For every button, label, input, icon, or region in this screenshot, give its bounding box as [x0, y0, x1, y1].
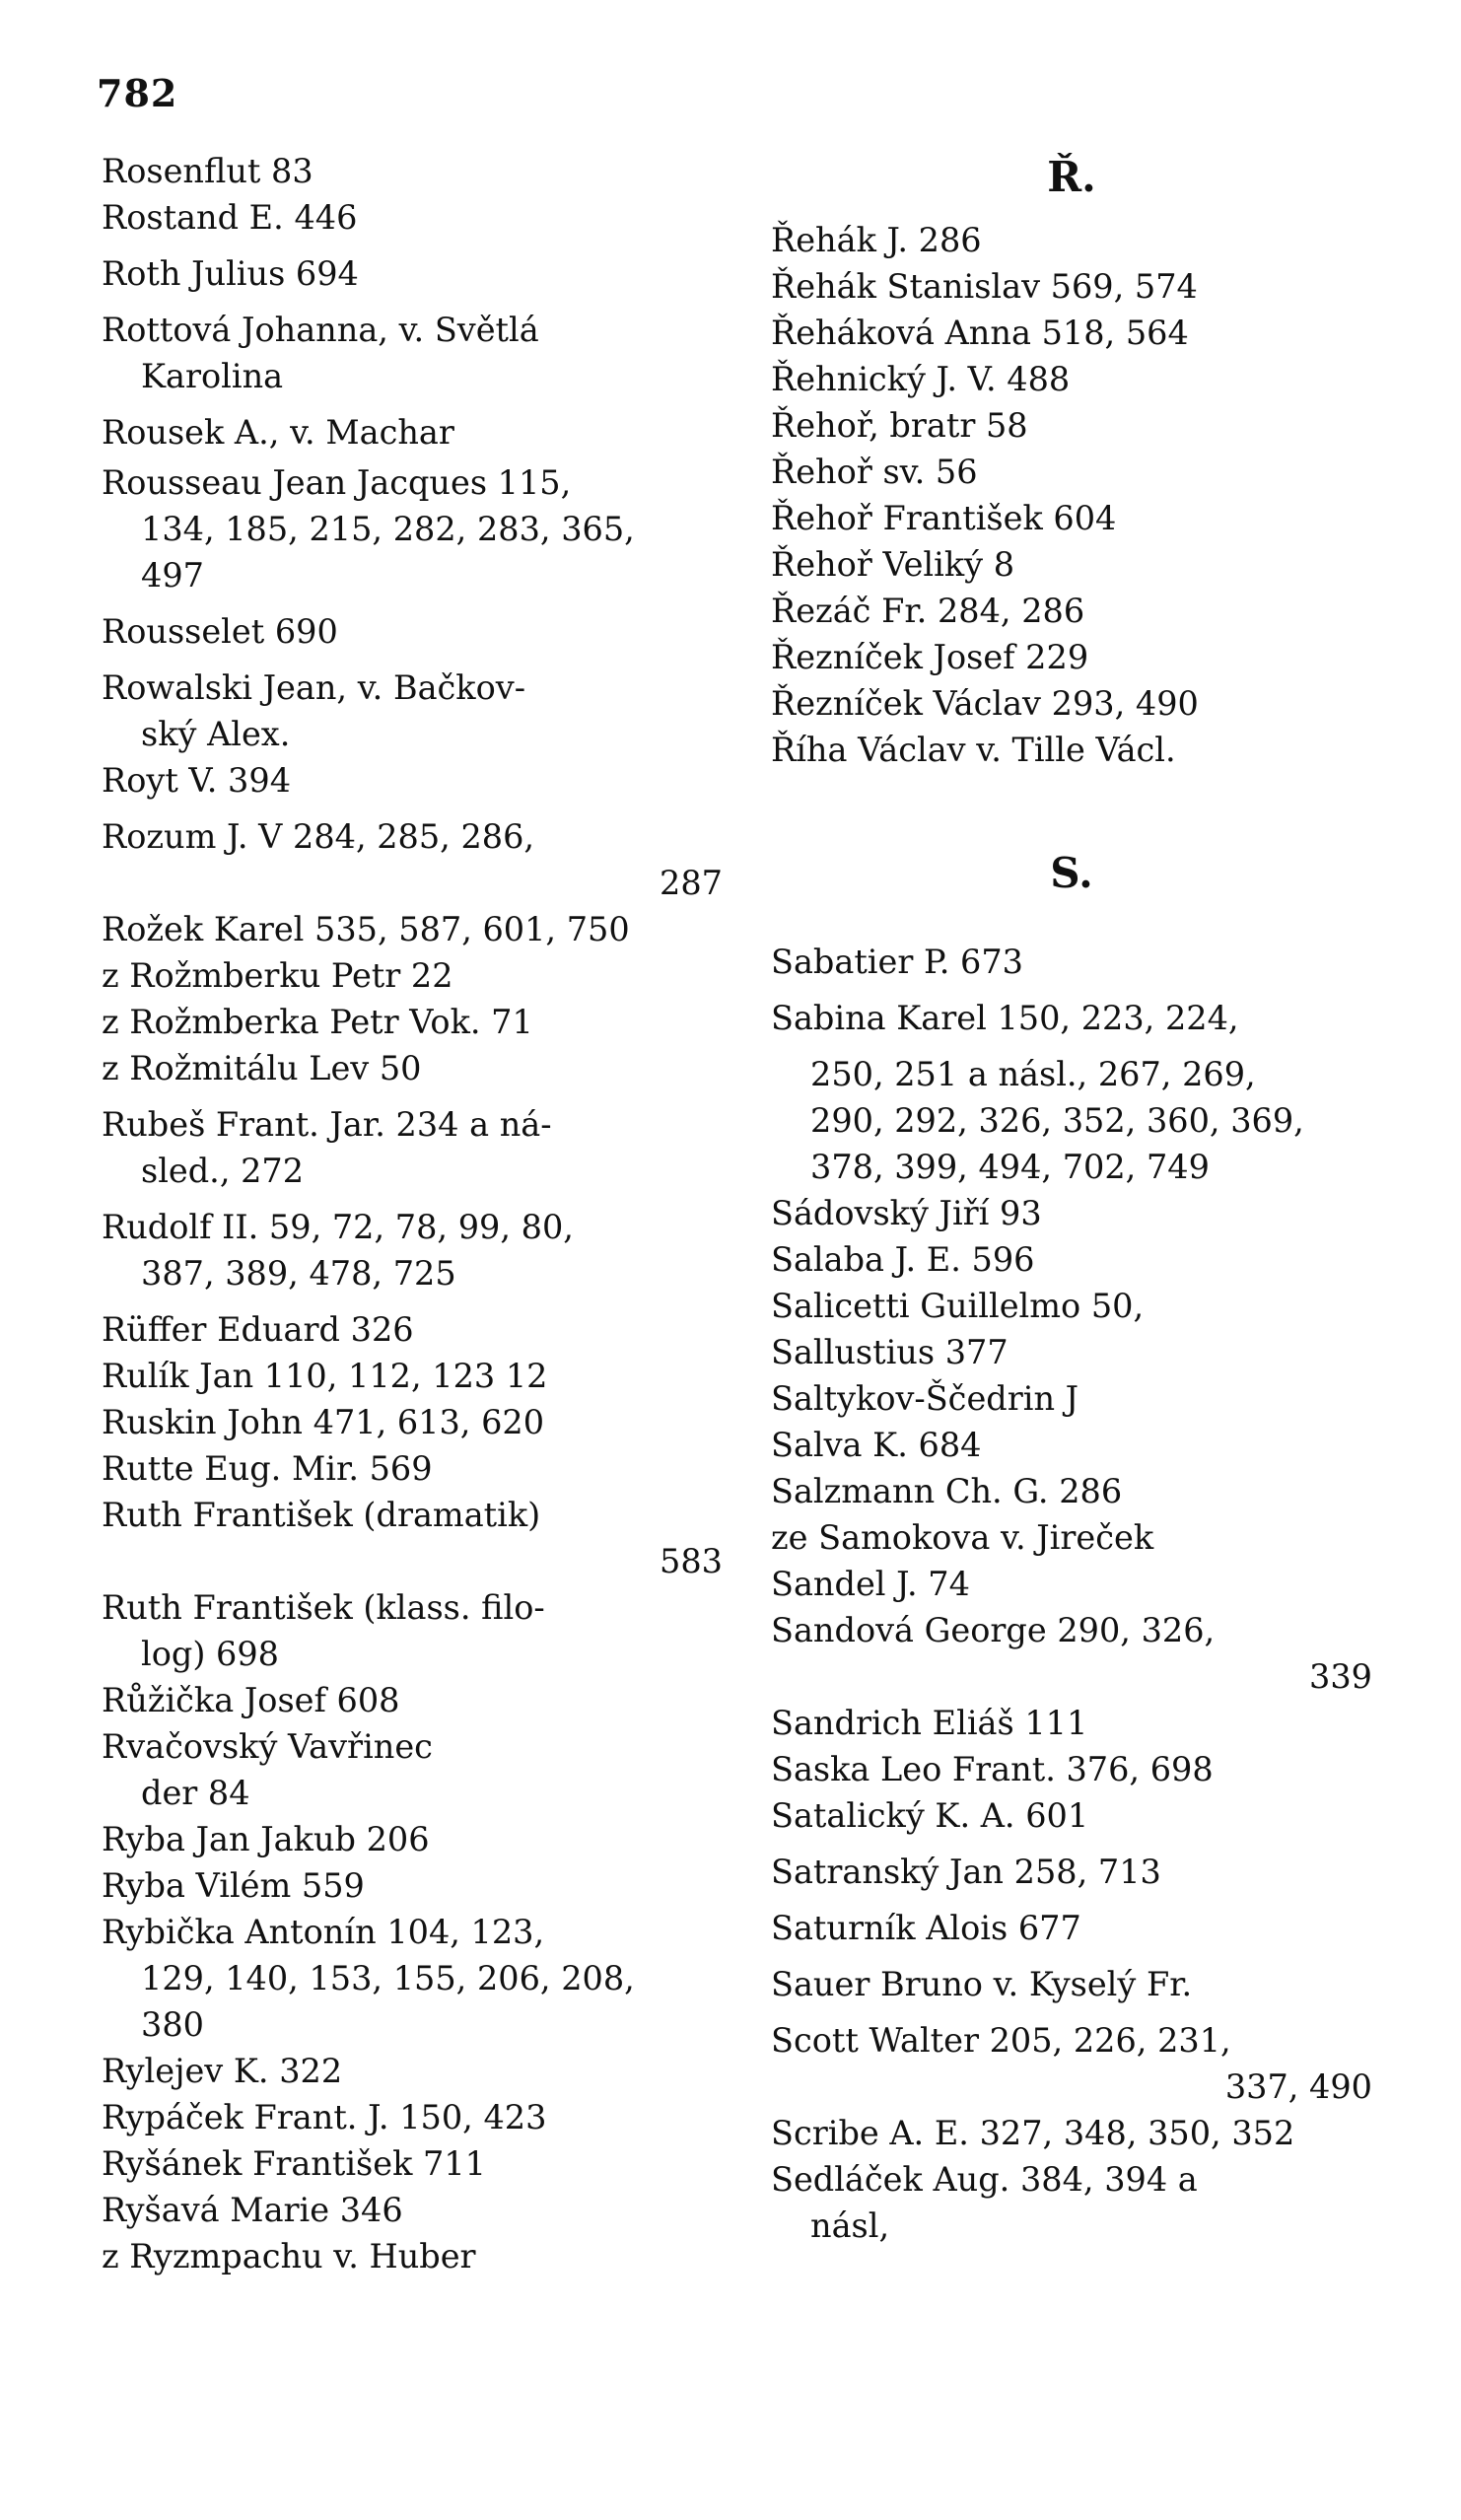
index-entry: Rylejev K. 322 [102, 2052, 343, 2090]
index-entry: Rosenflut 83 [102, 152, 313, 190]
index-entry: z Rožmberka Petr Vok. 71 [102, 1003, 533, 1041]
index-entry: Sabatier P. 673 [771, 943, 1023, 981]
index-entry: Ryšavá Marie 346 [102, 2191, 403, 2229]
index-entry: Rostand E. 446 [102, 198, 358, 237]
index-entry: Řezníček Josef 229 [771, 638, 1089, 676]
index-entry: Řeháková Anna 518, 564 [771, 314, 1189, 352]
index-entry: Rousselet 690 [102, 612, 338, 651]
index-entry: Řehoř sv. 56 [771, 453, 978, 491]
index-entry: Rottová Johanna, v. Světlá Karolina [102, 311, 539, 395]
letter-heading-r: Ř. [1047, 153, 1096, 201]
index-entry: Scott Walter 205, 226, 231, 337, 490 [771, 2021, 1372, 2106]
index-entry: Sandel J. 74 [771, 1565, 970, 1603]
index-entry: Saturník Alois 677 [771, 1909, 1081, 1947]
index-entry: Řehák J. 286 [771, 221, 982, 259]
index-entry: Salicetti Guillelmo 50, [771, 1287, 1145, 1325]
index-entry: Rutte Eug. Mir. 569 [102, 1449, 433, 1488]
index-entry: z Rožmberku Petr 22 [102, 956, 453, 995]
index-entry: Rudolf II. 59, 72, 78, 99, 80, 387, 389, 478, 725 [102, 1208, 574, 1293]
index-entry: Rvačovský Vavřinec der 84 [102, 1727, 433, 1812]
index-entry: Rožek Karel 535, 587, 601, 750 [102, 910, 630, 948]
index-entry: Rousek A., v. Machar [102, 413, 454, 452]
index-entry: Řehnický J. V. 488 [771, 360, 1071, 398]
index-entry: Sádovský Jiří 93 [771, 1194, 1042, 1232]
index-entry: Satranský Jan 258, 713 [771, 1853, 1161, 1891]
index-entry: Sandová George 290, 326, 339 [771, 1611, 1372, 1696]
index-entry: Řehoř, bratr 58 [771, 406, 1028, 445]
index-entry: Ruth František (klass. filo- log) 698 [102, 1588, 545, 1673]
index-entry: z Ryzmpachu v. Huber [102, 2237, 476, 2275]
index-entry: ze Samokova v. Jireček [771, 1518, 1154, 1557]
index-entry: Scribe A. E. 327, 348, 350, 352 [771, 2114, 1295, 2152]
index-entry: Sedláček Aug. 384, 394 a násl, [771, 2160, 1198, 2245]
index-entry: Royt V. 394 [102, 761, 292, 800]
index-entry: Ryba Jan Jakub 206 [102, 1820, 430, 1858]
letter-heading-s: S. [1050, 849, 1093, 897]
index-entry: Roth Julius 694 [102, 254, 359, 293]
index-entry: Salva K. 684 [771, 1426, 982, 1464]
index-entry: Řezníček Václav 293, 490 [771, 684, 1199, 723]
index-entry: Sallustius 377 [771, 1333, 1009, 1371]
index-entry: Ryba Vilém 559 [102, 1866, 365, 1905]
index-entry: Satalický K. A. 601 [771, 1796, 1089, 1835]
index-entry: Řehák Stanislav 569, 574 [771, 267, 1198, 306]
index-entry: Sauer Bruno v. Kyselý Fr. [771, 1965, 1193, 2003]
index-entry: Saska Leo Frant. 376, 698 [771, 1750, 1214, 1788]
page-number: 782 [97, 71, 178, 115]
index-entry: Růžička Josef 608 [102, 1681, 400, 1719]
index-entry: Rybička Antonín 104, 123, 129, 140, 153, 155, 206, 208, 380 [102, 1913, 635, 2044]
index-entry: Ryšánek František 711 [102, 2144, 486, 2183]
index-entry: Řehoř Veliký 8 [771, 545, 1015, 584]
index-entry: Saltykov-Ščedrin J [771, 1379, 1079, 1418]
index-column-left [102, 148, 723, 2279]
index-entry: Říha Václav v. Tille Václ. [771, 731, 1176, 769]
index-entry: Rypáček Frant. J. 150, 423 [102, 2098, 547, 2136]
index-entry: Salzmann Ch. G. 286 [771, 1472, 1123, 1510]
index-entry: Rubeš Frant. Jar. 234 a ná- sled., 272 [102, 1105, 552, 1190]
index-entry: z Rožmitálu Lev 50 [102, 1049, 422, 1087]
index-entry: Rowalski Jean, v. Bačkov- ský Alex. [102, 668, 526, 753]
index-entry: Sabina Karel 150, 223, 224, 250, 251 a násl., 267, 269, 290, 292, 326, 352, 360, 369, 378, 399, 494, 702, 749 [771, 999, 1304, 1186]
index-entry: Rulík Jan 110, 112, 123 12 [102, 1357, 548, 1395]
index-entry: Rozum J. V 284, 285, 286, 287 [102, 817, 723, 902]
index-entry: Řezáč Fr. 284, 286 [771, 592, 1085, 630]
index-entry: Rousseau Jean Jacques 115, 134, 185, 215, 282, 283, 365, 497 [102, 463, 635, 595]
index-entry: Sandrich Eliáš 111 [771, 1704, 1088, 1742]
index-entry: Salaba J. E. 596 [771, 1240, 1035, 1279]
index-entry: Řehoř František 604 [771, 499, 1117, 537]
index-entry: Rüffer Eduard 326 [102, 1310, 414, 1349]
index-column-right [771, 148, 1372, 2249]
index-entry: Ruth František (dramatik) 583 [102, 1496, 723, 1580]
index-entry: Ruskin John 471, 613, 620 [102, 1403, 545, 1441]
